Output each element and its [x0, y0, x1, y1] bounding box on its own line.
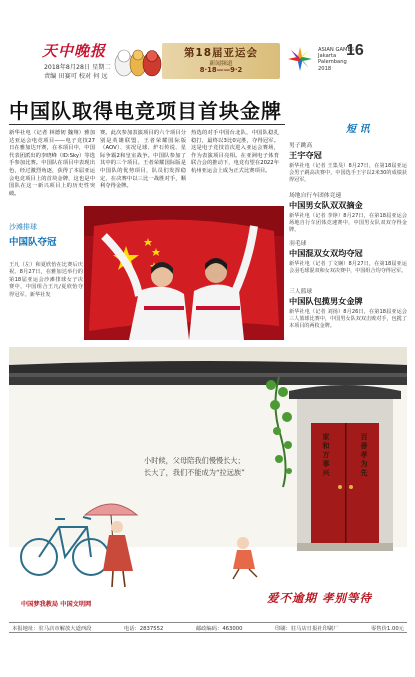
ad-poem [144, 455, 245, 479]
brief-item [289, 140, 407, 185]
brief-text: 新华社电（记者 李铮）8月27日，在第18届亚运会场地自行车团体竞速赛中，中国男女队双双夺得金牌。 [289, 213, 407, 234]
page-headline: 中国队取得电竞项目首块金牌 [9, 99, 282, 123]
ad-sponsor-line: 中国梦我教局 中国文明网 [21, 601, 92, 608]
brief-text: 新华社电（记者 王集旻）8月27日，在第18届亚运会男子跳高决赛中，中国选手王宇以2米30的成绩获得冠军。 [289, 163, 407, 184]
footer-postcode: 邮政编码：463000 [195, 625, 243, 632]
article-column-1: 新华社电（记者 林德韧 魏翔）雅加达亚运会电竞项目——电子竞技27日在雅加达开赛，在本项目中，中国代表团派出的李晓峰（ID:Sky）等选手参加比赛。中国队在项目中表现出色，经过激烈角逐，获得了本届亚运会电竞项目上的首块金牌，这也是中国队在这一新兴项目上的历史性突破。 [9, 130, 95, 197]
footer-address: 本报地址：驻马店市解放大道西段 [12, 625, 92, 632]
issue-date: 2018年8月28日 星期二 [44, 64, 111, 71]
brief-category: 三人篮球 [289, 289, 313, 295]
brief-category: 场地自行车团体竞速 [289, 193, 342, 199]
caption-text: 王凡（左）和夏欣怡在比赛后庆祝。8月27日，在雅加达举行的第18届亚运会沙滩排球女子决赛中，中国组合王凡/夏欣怡夺得冠军。新华社发 [9, 262, 83, 298]
public-service-ad [9, 347, 407, 619]
brief-title: 王宇夺冠 [289, 150, 322, 160]
brief-text: 新华社电（记者 刘扬）8月26日，在第18届亚运会三人篮球比赛中，中国男女队双双击败对手，包揽了本项目的两枚金牌。 [289, 309, 407, 330]
brief-title: 中国混双女双均夺冠 [289, 248, 363, 258]
article-column-3: 热选的对手中国台北队，中国队稳扎稳打，最终以3比0完胜，夺得冠军。这是电子竞技首次进入亚运会赛场，作为表演项目亮相。在亚洲电子体育联合会的推动下，电竞有望在2022年杭州亚运会上成为正式比赛项目。 [191, 130, 279, 174]
ad-illustration [9, 347, 407, 619]
article-column-2: 赛。此次参加表演项目的六个项目分别是英雄联盟、王者荣耀国际版（AOV）、实况足球、炉石传说、星际争霸2和皇室战争。中国队参加了其中的三个项目。王者荣耀国际版是中国队的优势项目，队员们发挥稳定，在决赛中以三比一战胜对手，顺利夺得金牌。 [100, 130, 186, 190]
ad-poem-line: 长大了，我们不能成为“拉远族” [144, 468, 245, 477]
brief-text: 新华社电（记者 丁文娴）8月27日，在第18届亚运会羽毛球混双和女双决赛中，中国组合均夺得冠军。 [289, 261, 407, 275]
caption-category: 沙滩排球 [9, 223, 37, 231]
ag-wordmark-line: Jakarta [318, 53, 337, 60]
ag-wordmark-line: ASIAN GAMES [318, 47, 355, 53]
editors-line: 责编 田赛可 校对 何 远 [44, 73, 108, 80]
brief-item [289, 190, 407, 235]
asian-games-logo-icon [285, 44, 315, 74]
banner-dates: 8·18——9·2 [199, 66, 243, 74]
ag-wordmark-line: 2018 [318, 65, 332, 72]
mascots-icon [112, 44, 164, 80]
caption-title: 中国队夺冠 [9, 237, 57, 248]
page-number: 16 [346, 42, 364, 59]
headline-divider [9, 124, 285, 125]
newspaper-logo: 天中晚报 [42, 42, 107, 60]
brief-category: 羽毛球 [289, 241, 307, 247]
brief-category: 男子跳高 [289, 143, 313, 149]
ad-poem-line: 小时候，父母陪我们慢慢长大； [144, 456, 245, 465]
asian-games-banner [162, 43, 280, 79]
brief-title: 中国男女队双双摘金 [289, 200, 363, 210]
photo-caption-box [9, 222, 83, 332]
banner-title: 第18届亚运会 [183, 47, 259, 59]
brief-title: 中国队包揽男女金牌 [289, 296, 363, 306]
footer-phone: 电话：2837552 [123, 625, 164, 632]
ag-wordmark-line: Palembang [318, 59, 347, 66]
page-footer [9, 622, 407, 633]
masthead [0, 0, 415, 88]
briefs-header [289, 120, 407, 136]
brief-item [289, 286, 407, 331]
briefs-tag: 短 讯 [346, 124, 370, 135]
athletes-flag-photo [84, 206, 284, 340]
footer-printer: 印刷：驻马店日报社印刷厂 [274, 625, 339, 632]
banner-subtitle: 新闻频道 [209, 61, 233, 67]
door-couplet-right: 百善孝为先 [360, 433, 368, 478]
ad-slogan: 爱不逾期 孝别等待 [267, 591, 373, 605]
brief-item [289, 238, 407, 275]
door-couplet-left: 家和万事兴 [322, 433, 330, 478]
footer-price: 零售价1.00元 [371, 625, 404, 632]
